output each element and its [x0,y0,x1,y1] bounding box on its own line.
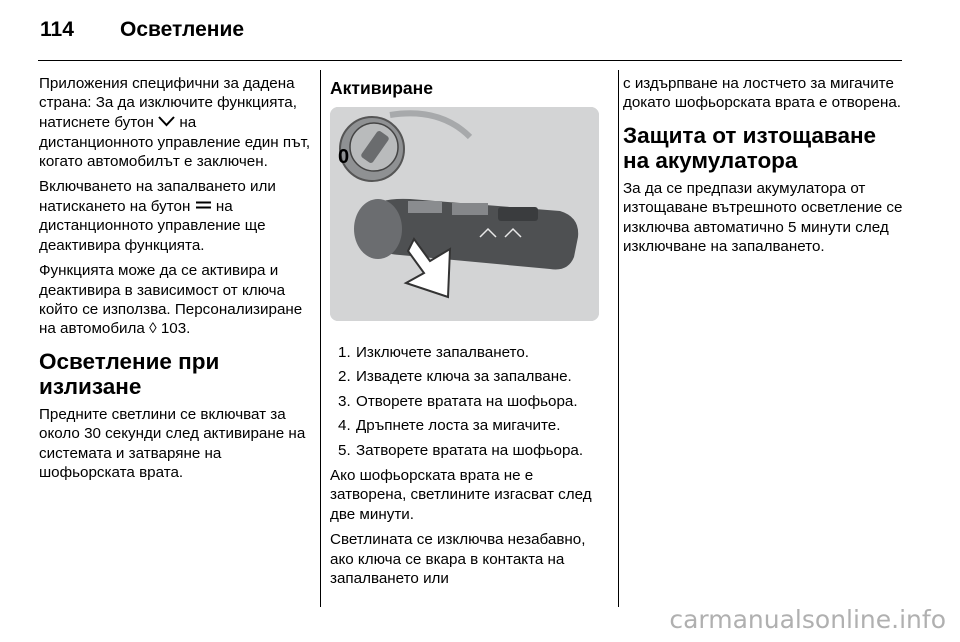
page-number: 114 [40,18,74,41]
paragraph: За да се предпази акумулатора от изтощаване вътрешното осветление се изключва автоматично 5 минути след изключване на запалването. [623,179,903,256]
list-item: 2. Извадете ключа за запалване. [338,368,572,386]
paragraph: Светлината се изключва незабавно, ако ключа се вкара в контакта на запалването или [330,531,586,588]
paragraph: Включването на запалването или натискането на бутон на дистанционното управление ще деактивира функцията. [39,178,276,254]
turn-signal-lever-illustration [330,107,599,321]
reference-arrow-icon: ◊ [149,320,157,338]
page-reference: 103. [156,320,191,338]
lock-bars-icon [195,197,212,216]
list-item: 4. Дръпнете лоста за мигачите. [338,417,561,435]
list-item: 3. Отворете вратата на шофьора. [338,392,578,410]
column-divider [320,70,321,607]
lever-diagram [330,107,599,321]
column-right [623,74,908,262]
watermark-text: carmanualsonline.info [669,605,946,634]
section-heading: Защита от изтощаване на акумулатора [623,122,877,173]
instruction-list [330,343,612,460]
subsection-heading: Активиране [330,78,433,98]
paragraph: Функцията може да се активира и деактивира в зависимост от ключа който се използва. Персонализиране на автомобила ◊ 103. [39,262,303,338]
page-title: Осветление [120,18,245,41]
column-middle [330,74,612,594]
header-divider [38,60,902,61]
paragraph: с издърпване на лостчето за мигачите докато шофьорската врата е отворена. [623,75,902,112]
list-item: 1. Изключете запалването. [338,344,529,361]
list-item: 5. Затворете вратата на шофьора. [338,441,584,459]
paragraph: Предните светлини се включват за около 30 секунди след активиране на системата и затваряне на шофьорската врата. [39,405,306,482]
column-divider [618,70,619,607]
section-heading: Осветление при излизане [39,348,220,399]
unlock-chevron-icon [158,113,175,132]
paragraph: Приложения специфични за дадена страна: За да изключите функцията, натиснете бутон на дистанционното управление един път, когато автомобилът е заключен. [39,75,311,170]
paragraph: Ако шофьорската врата не е затворена, светлините изгасват след две минути. [330,467,592,523]
page-header [40,16,900,54]
column-left [39,74,313,488]
ignition-position-label: 0 [338,146,350,168]
